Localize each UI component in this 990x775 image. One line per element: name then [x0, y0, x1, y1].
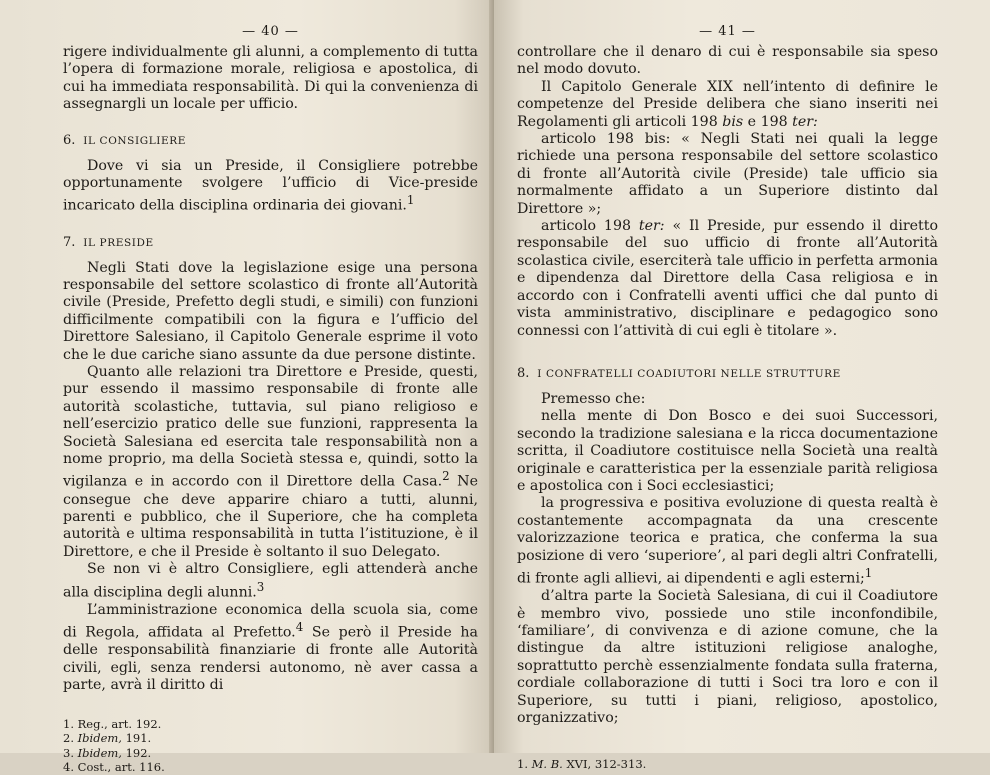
- paragraph: Se non vi è altro Consigliere, egli attenderà anche alla disciplina degli alunni.$^3$: [63, 561, 478, 601]
- paragraph: Dove vi sia un Preside, il Consigliere potrebbe opportunamente svolgere l’ufficio di Vice-preside incaricato della disciplina ordinaria dei giovani.$^1$: [63, 157, 478, 215]
- footnotes: [63, 717, 478, 775]
- paragraph: nella mente di Don Bosco e dei suoi Successori, secondo la tradizione salesiana e la ricca documentazione scritta, il Coadiutore costituisce nella Società una realtà originale e caratteristica per la essenziale parità religiosa e apostolica con i Soci ecclesiastici;: [517, 408, 938, 494]
- paragraph: articolo 198 ter: « Il Preside, pur essendo il diretto responsabile del suo ufficio di fronte all’Autorità scolastica civile, eserciterà tale ufficio in perfetta armonia e dipendenza dal Direttore della Casa religiosa e in accordo con i Confratelli aventi uffici che dal punto di vista amministrativo, disciplinare e pedagogico sono connessi con l’attività di cui egli è titolare ».: [517, 218, 938, 339]
- paragraph: controllare che il denaro di cui è responsabile sia speso nel modo dovuto.: [517, 44, 938, 78]
- footnote-ref: 2: [442, 469, 450, 484]
- footnote: 3. Ibidem, 192.: [63, 745, 152, 760]
- paragraph: articolo 198 bis: « Negli Stati nei quali la legge richiede una persona responsabile del settore scolastico di fronte all’Autorità civile (Preside) tale ufficio sia normalmente affidato a un Superiore distinto dal Direttore »;: [517, 131, 938, 217]
- footnote-ref: 4: [295, 620, 304, 635]
- paragraph: d’altra parte la Società Salesiana, di cui il Coadiutore è membro vivo, possiede uno stile inconfondibile, ‘familiare’, di convivenza e di azione comune, che la distingue da altre istituzioni religiose analoghe, soprattutto perchè essenzialmente fondata sulla fraterna, cordiale collaborazione di tutti i Soci tra loro e con il Superiore, su tutti i piani, religioso, apostolico, organizzativo;: [517, 588, 938, 726]
- left-page: [0, 0, 494, 775]
- footnote-ref: 1: [864, 565, 873, 580]
- paragraph: Quanto alle relazioni tra Direttore e Preside, questi, pur essendo il massimo responsabile di fronte alle autorità scolastiche, tuttavia, sul piano religioso e nell’esercizio pratico delle sue funzioni, rappresenta la Società Salesiana ed esercita tale responsabilità non a nome proprio, ma della Società stessa e, quindi, sotto la vigilanza e in accordo con il Direttore della Casa.$^2$ Ne consegue che deve apparire chiaro a tutti, alunni, parenti e pubblico, che il Superiore, che ha completa autorità e ultima responsabilità in tutta l’istituzione, è il Direttore, e che il Preside è soltanto il suo Delegato.: [63, 364, 478, 560]
- footnote: 2. Ibidem, 191.: [63, 731, 152, 746]
- footnote: 1. M. B. XVI, 312-313.: [517, 757, 647, 772]
- section-heading-8: 8. I CONFRATELLI COADIUTORI NELLE STRUTTURE: [517, 365, 841, 381]
- paragraph: Premesso che:: [541, 390, 646, 407]
- footnotes: [517, 757, 938, 772]
- right-page: [494, 0, 990, 772]
- footnote-ref: 1: [406, 193, 415, 208]
- footnote: 4. Cost., art. 116.: [63, 760, 165, 775]
- page-number: — 41 —: [699, 24, 756, 39]
- footnote-ref: 3: [256, 579, 265, 594]
- paragraph: rigere individualmente gli alunni, a complemento di tutta l’opera di formazione morale, religiosa e apostolica, di cui ha immediata responsabilità. Di qui la convenienza di assegnargli un locale per ufficio.: [63, 44, 478, 113]
- section-heading-7: 7. IL PRESIDE: [63, 234, 154, 250]
- page-number: — 40 —: [242, 24, 299, 39]
- paragraph: L’amministrazione economica della scuola sia, come di Regola, affidata al Prefetto.$^4$ Se però il Preside ha delle responsabilità finanziarie di fronte alle Autorità civili, egli, senza rendersi autonomo, nè aver cassa a parte, avrà il diritto di: [63, 601, 478, 694]
- section-heading-6: 6. IL CONSIGLIERE: [63, 132, 187, 148]
- paragraph: Negli Stati dove la legislazione esige una persona responsabile del settore scolastico di fronte all’Autorità civile (Preside, Prefetto degli studi, e simili) con funzioni difficilmente compatibili con la figura e l’ufficio del Direttore Salesiano, il Capitolo Generale esprime il voto che le due cariche siano assunte da due persone distinte.: [63, 259, 478, 363]
- footnote: 1. Reg., art. 192.: [63, 716, 162, 731]
- paragraph: Il Capitolo Generale XIX nell’intento di definire le competenze del Preside delibera che siano inseriti nei Regolamenti gli articoli 198 bis e 198 ter:: [517, 78, 938, 130]
- paragraph: la progressiva e positiva evoluzione di questa realtà è costantemente accompagnata da una crescente valorizzazione teorica e pratica, che conferma la sua posizione di vero ‘superiore’, al pari degli altri Confratelli, di fronte agli allievi, ai dipendenti e agli esterni;$^1$: [517, 495, 938, 587]
